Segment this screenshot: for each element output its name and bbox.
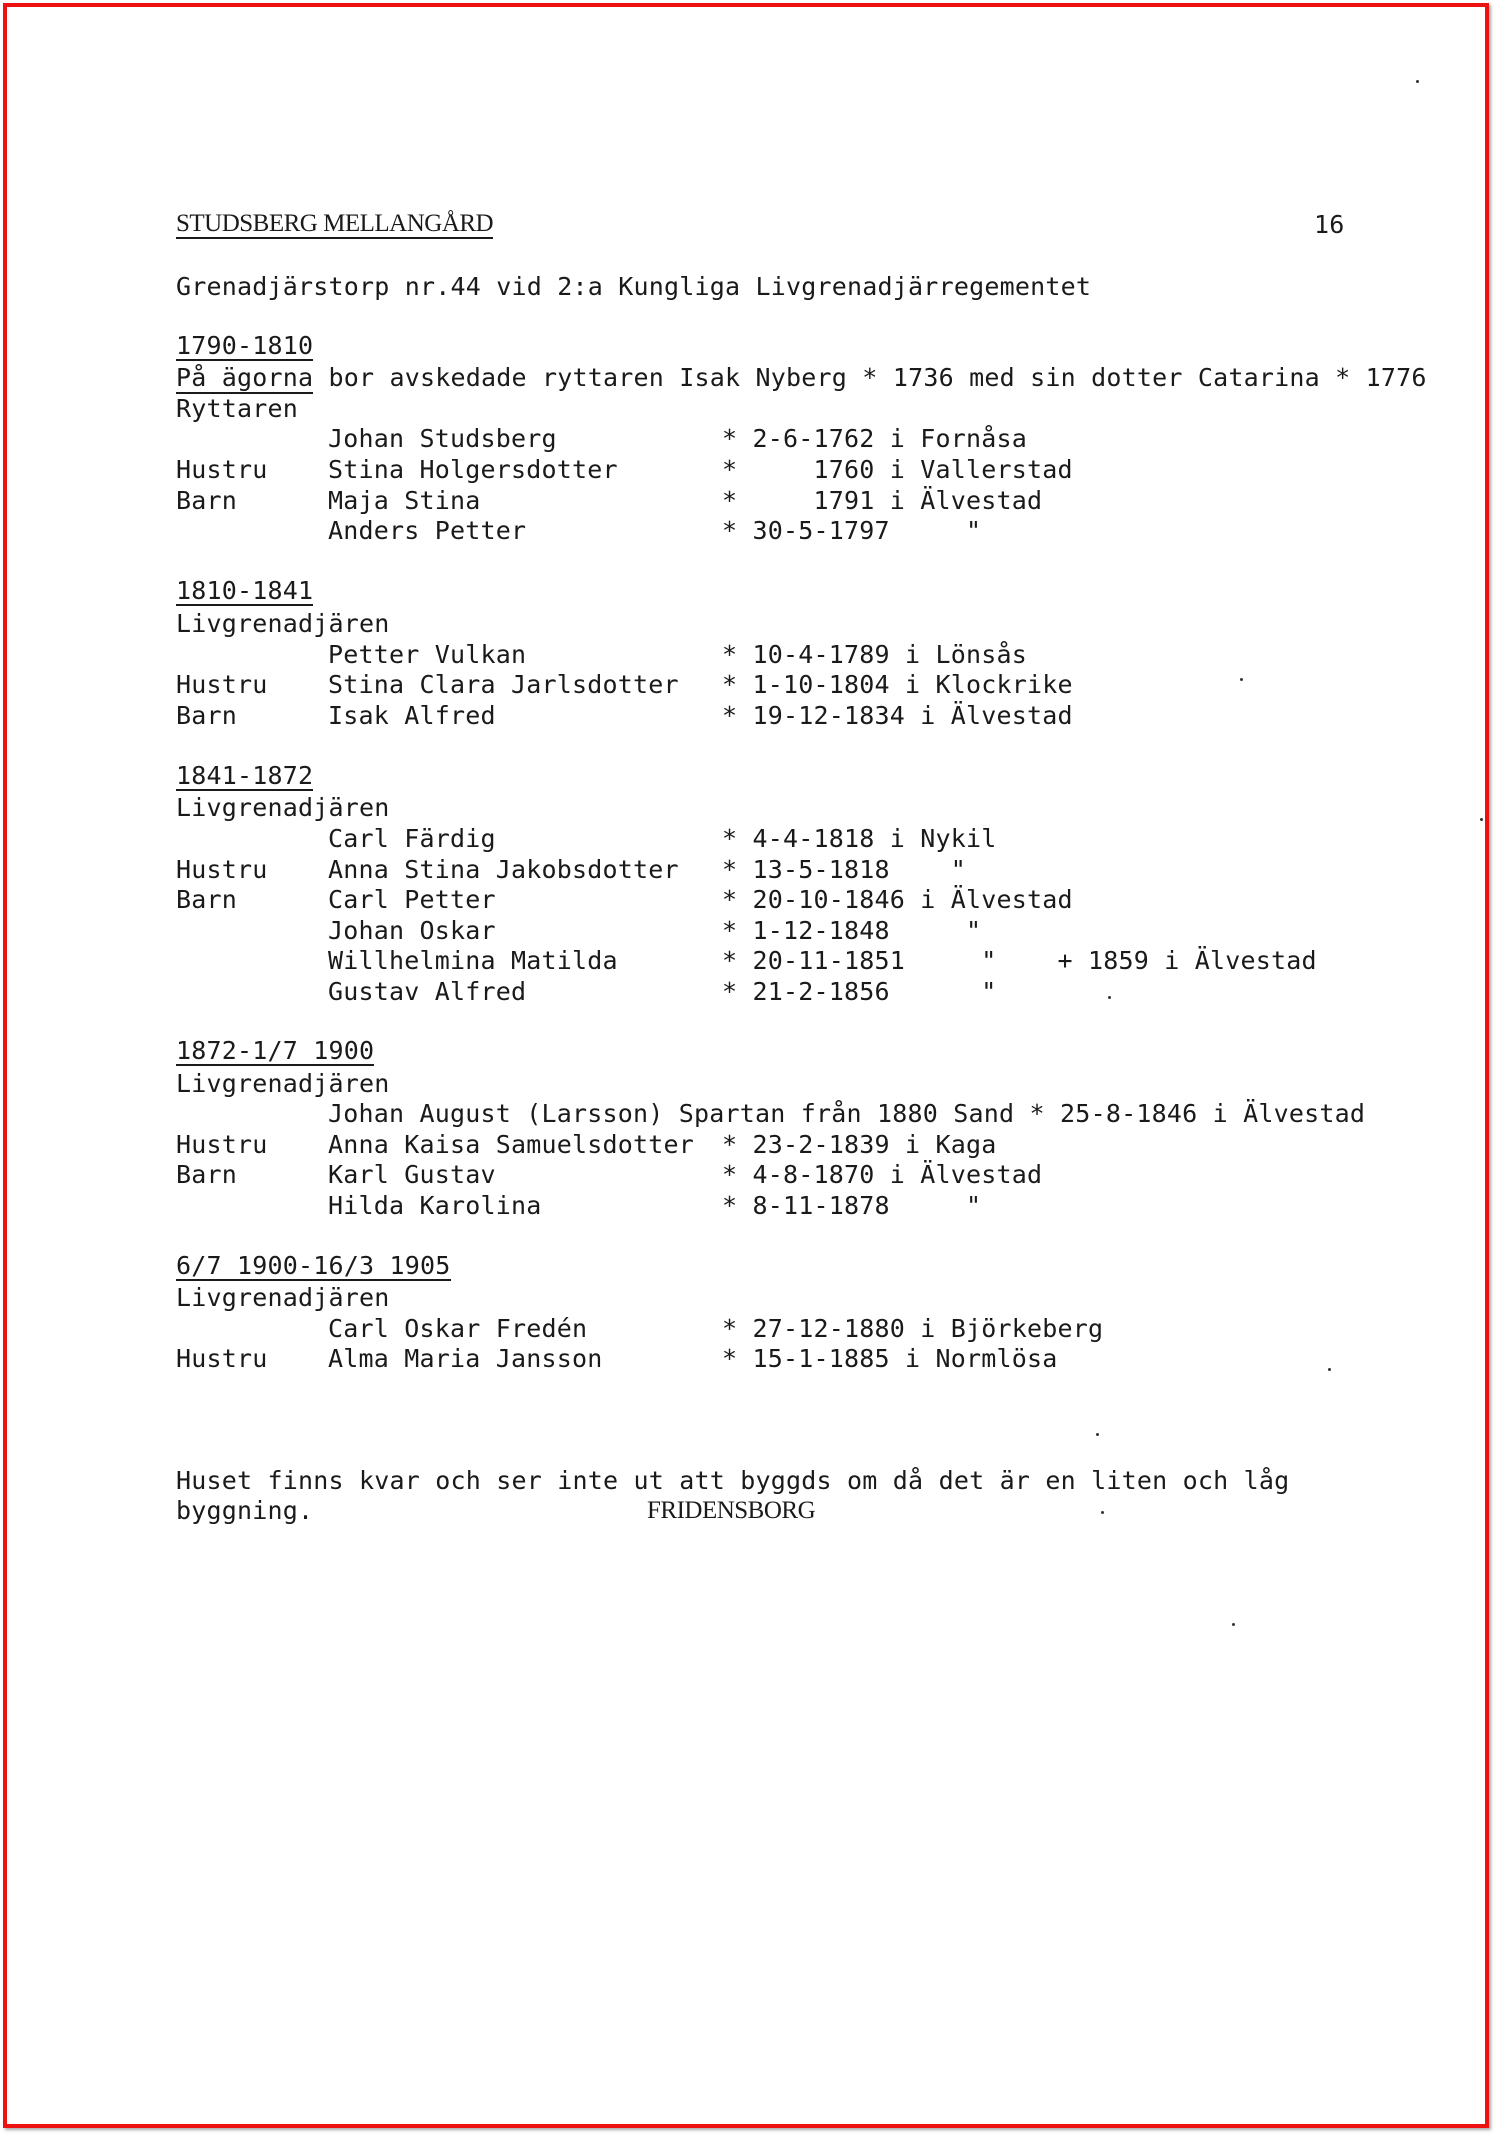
scan-speck bbox=[1101, 1511, 1104, 1514]
scan-speck bbox=[1096, 1433, 1099, 1436]
person-name: Gustav Alfred bbox=[328, 977, 527, 1006]
person-name: Anders Petter bbox=[328, 516, 527, 545]
birth-info: * 27-12-1880 i Björkeberg bbox=[722, 1314, 1104, 1343]
person-main-line: Johan August (Larsson) Spartan från 1880 Sand * 25-8-1846 i Älvestad bbox=[328, 1099, 1366, 1128]
person-name: Petter Vulkan bbox=[328, 640, 527, 669]
page-number: 16 bbox=[1314, 210, 1345, 239]
birth-info: * 21-2-1856 " bbox=[722, 977, 997, 1006]
person-name: Carl Petter bbox=[328, 885, 496, 914]
row-label: Hustru bbox=[176, 855, 268, 884]
birth-info: * 10-4-1789 i Lönsås bbox=[722, 640, 1028, 669]
birth-info: * 8-11-1878 " bbox=[722, 1191, 982, 1220]
row-label: Barn bbox=[176, 486, 238, 515]
birth-info: * 1791 i Älvestad bbox=[722, 486, 1043, 515]
birth-info: * 2-6-1762 i Fornåsa bbox=[722, 424, 1028, 453]
role-label-1: Ryttaren bbox=[176, 394, 299, 423]
person-name: Carl Färdig bbox=[328, 824, 496, 853]
period-heading-1: 1790-1810 bbox=[176, 331, 314, 360]
birth-info: * 30-5-1797 " bbox=[722, 516, 982, 545]
scan-speck bbox=[1416, 80, 1419, 83]
birth-info: * 20-11-1851 " + 1859 i Älvestad bbox=[722, 946, 1317, 975]
subtitle: Grenadjärstorp nr.44 vid 2:a Kungliga Livgrenadjärregementet bbox=[176, 272, 1092, 301]
role-label-3: Livgrenadjären bbox=[176, 793, 390, 822]
scan-speck bbox=[1232, 1623, 1235, 1626]
intro-lead: På ägorna bbox=[176, 363, 314, 392]
person-name: Hilda Karolina bbox=[328, 1191, 542, 1220]
birth-info: * 19-12-1834 i Älvestad bbox=[722, 701, 1073, 730]
row-label: Hustru bbox=[176, 1344, 268, 1373]
footer-note-line-2: byggning. bbox=[176, 1496, 314, 1525]
period-heading-5: 6/7 1900-16/3 1905 bbox=[176, 1251, 451, 1280]
scan-speck bbox=[1240, 678, 1243, 681]
row-label: Barn bbox=[176, 1160, 238, 1189]
person-name: Anna Kaisa Samuelsdotter bbox=[328, 1130, 695, 1159]
page-title: STUDSBERG MELLANGÅRD bbox=[176, 210, 494, 237]
person-name: Alma Maria Jansson bbox=[328, 1344, 603, 1373]
person-name: Johan Studsberg bbox=[328, 424, 557, 453]
birth-info: * 15-1-1885 i Normlösa bbox=[722, 1344, 1058, 1373]
section-intro bbox=[176, 363, 1427, 393]
row-label: Hustru bbox=[176, 670, 268, 699]
row-label: Hustru bbox=[176, 1130, 268, 1159]
period-heading-3: 1841-1872 bbox=[176, 761, 314, 790]
scan-speck bbox=[1108, 996, 1111, 999]
person-name: Stina Clara Jarlsdotter bbox=[328, 670, 679, 699]
person-name: Maja Stina bbox=[328, 486, 481, 515]
person-name: Carl Oskar Fredén bbox=[328, 1314, 588, 1343]
row-label: Hustru bbox=[176, 455, 268, 484]
person-name: Willhelmina Matilda bbox=[328, 946, 618, 975]
birth-info: * 4-8-1870 i Älvestad bbox=[722, 1160, 1043, 1189]
role-label-4: Livgrenadjären bbox=[176, 1069, 390, 1098]
row-label: Barn bbox=[176, 885, 238, 914]
footer-note-line-1: Huset finns kvar och ser inte ut att byggds om då det är en liten och låg bbox=[176, 1466, 1290, 1495]
birth-info: * 23-2-1839 i Kaga bbox=[722, 1130, 997, 1159]
person-name: Karl Gustav bbox=[328, 1160, 496, 1189]
role-label-5: Livgrenadjären bbox=[176, 1283, 390, 1312]
birth-info: * 4-4-1818 i Nykil bbox=[722, 824, 997, 853]
birth-info: * 1760 i Vallerstad bbox=[722, 455, 1073, 484]
birth-info: * 13-5-1818 " bbox=[722, 855, 967, 884]
person-name: Anna Stina Jakobsdotter bbox=[328, 855, 679, 884]
period-heading-2: 1810-1841 bbox=[176, 576, 314, 605]
person-name: Stina Holgersdotter bbox=[328, 455, 618, 484]
birth-info: * 1-10-1804 i Klockrike bbox=[722, 670, 1073, 699]
birth-info: * 1-12-1848 " bbox=[722, 916, 982, 945]
scan-speck bbox=[1328, 1368, 1331, 1371]
intro-rest: bor avskedade ryttaren Isak Nyberg * 1736 med sin dotter Catarina * 1776 bbox=[313, 363, 1427, 392]
birth-info: * 20-10-1846 i Älvestad bbox=[722, 885, 1073, 914]
person-name: Johan Oskar bbox=[328, 916, 496, 945]
scan-speck bbox=[1480, 818, 1483, 821]
person-name: Isak Alfred bbox=[328, 701, 496, 730]
row-label: Barn bbox=[176, 701, 238, 730]
period-heading-4: 1872-1/7 1900 bbox=[176, 1036, 375, 1065]
role-label-2: Livgrenadjären bbox=[176, 609, 390, 638]
footer-place-name: FRIDENSBORG bbox=[647, 1497, 816, 1524]
